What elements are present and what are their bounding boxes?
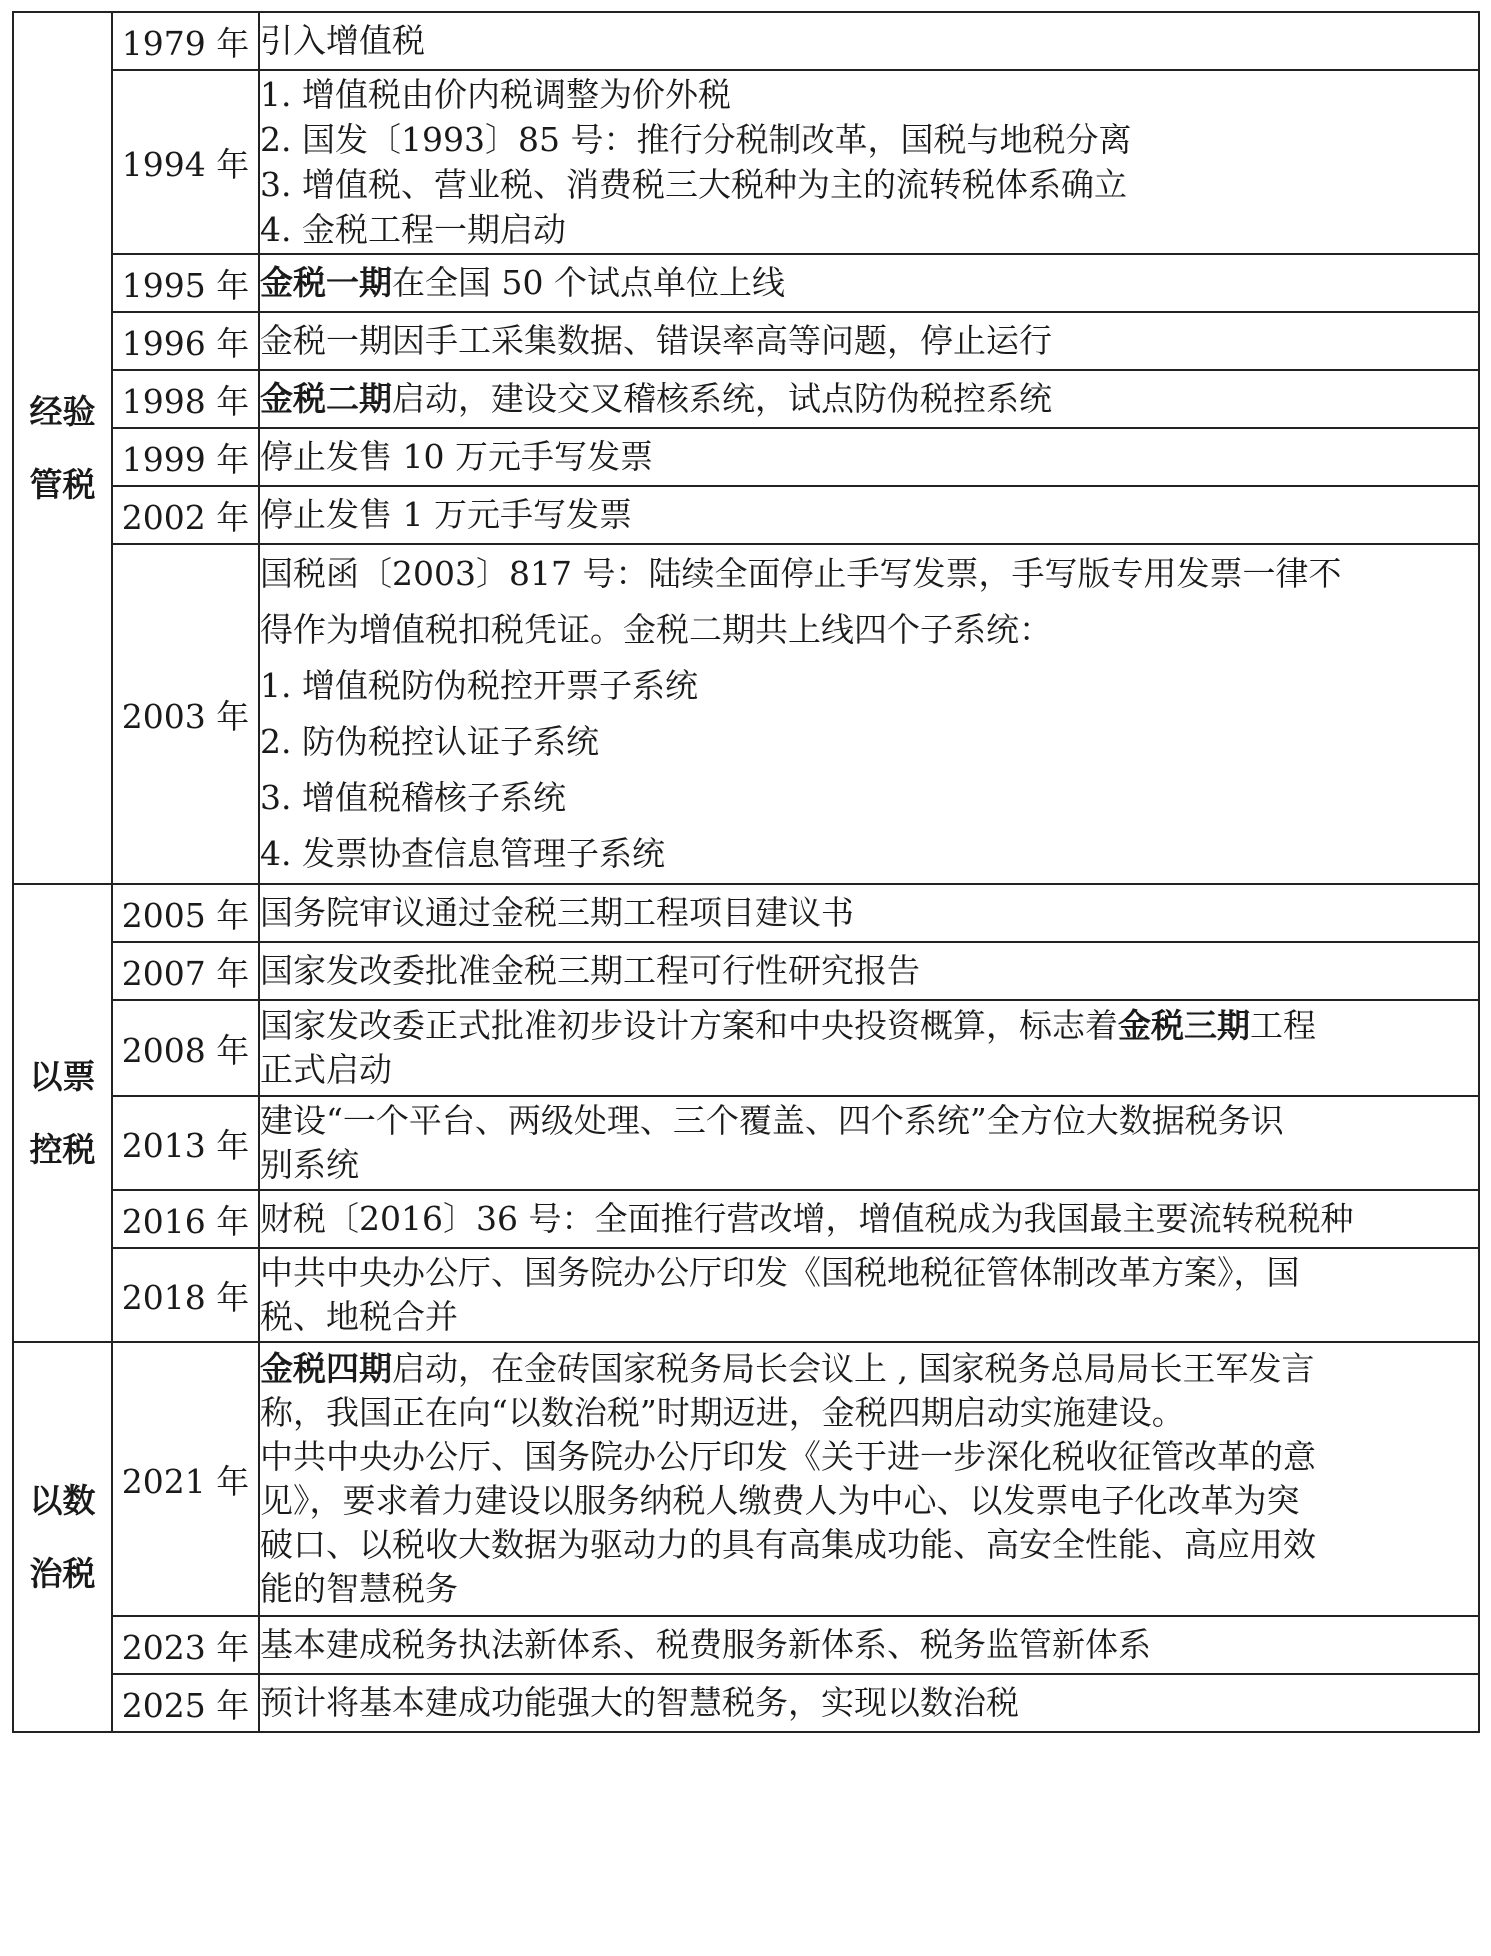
table-row — [13, 1000, 1479, 1096]
description-line: 停止发售 1 万元手写发票 — [260, 495, 632, 534]
table-row — [13, 1248, 1479, 1342]
description-line: 国家发改委批准金税三期工程可行性研究报告 — [260, 951, 920, 990]
year-cell: 1998 年 — [112, 370, 259, 428]
period-label: 治税 — [29, 1554, 96, 1593]
description-line: 破口、以税收大数据为驱动力的具有高集成功能、高安全性能、高应用效 — [260, 1525, 1316, 1564]
table-row — [13, 12, 1479, 70]
description-line: 金税一期因手工采集数据、错误率高等问题，停止运行 — [260, 321, 1052, 360]
description-line: 见》，要求着力建设以服务纳税人缴费人为中心、以发票电子化改革为突 — [260, 1481, 1300, 1520]
description-line: 税、地税合并 — [260, 1297, 458, 1336]
description-cell — [259, 1674, 1479, 1732]
year-cell: 1996 年 — [112, 312, 259, 370]
description-cell — [259, 1616, 1479, 1674]
year-cell: 2007 年 — [112, 942, 259, 1000]
description-line: 国务院审议通过金税三期工程项目建议书 — [260, 893, 854, 932]
description-line: 金税二期启动，建设交叉稽核系统，试点防伪税控系统 — [260, 379, 1052, 418]
description-cell — [259, 70, 1479, 254]
period-cell — [13, 884, 112, 1342]
description-line: 国家发改委正式批准初步设计方案和中央投资概算，标志着金税三期工程 — [260, 1006, 1316, 1045]
year-cell: 2013 年 — [112, 1096, 259, 1190]
period-label: 以票 — [29, 1057, 96, 1096]
period-cell — [13, 1342, 112, 1732]
description-line: 国税函〔2003〕817 号：陆续全面停止手写发票，手写版专用发票一律不 — [260, 554, 1342, 593]
table-row — [13, 254, 1479, 312]
description-cell — [259, 544, 1479, 884]
description-line: 4. 金税工程一期启动 — [260, 210, 566, 249]
description-line: 引入增值税 — [260, 21, 425, 60]
description-cell — [259, 428, 1479, 486]
table-row — [13, 1342, 1479, 1616]
description-line: 建设“一个平台、两级处理、三个覆盖、四个系统”全方位大数据税务识 — [260, 1101, 1284, 1140]
description-line: 金税一期在全国 50 个试点单位上线 — [260, 263, 785, 302]
year-cell: 1979 年 — [112, 12, 259, 70]
description-cell — [259, 1000, 1479, 1096]
description-line: 称，我国正在向“以数治税”时期迈进，金税四期启动实施建设。 — [260, 1393, 1185, 1432]
table-row — [13, 1674, 1479, 1732]
year-cell: 2002 年 — [112, 486, 259, 544]
description-line: 1. 增值税由价内税调整为价外税 — [260, 75, 731, 114]
table-row — [13, 942, 1479, 1000]
year-cell: 2021 年 — [112, 1342, 259, 1616]
tax-timeline-table — [12, 11, 1480, 1733]
description-line: 2. 防伪税控认证子系统 — [260, 722, 599, 761]
table-row — [13, 370, 1479, 428]
description-line: 预计将基本建成功能强大的智慧税务，实现以数治税 — [260, 1683, 1019, 1722]
description-line: 得作为增值税扣税凭证。金税二期共上线四个子系统： — [260, 610, 1052, 649]
description-line: 停止发售 10 万元手写发票 — [260, 437, 653, 476]
year-cell: 1995 年 — [112, 254, 259, 312]
description-cell — [259, 370, 1479, 428]
bold-term: 金税一期 — [260, 263, 392, 302]
description-cell — [259, 1096, 1479, 1190]
table-row — [13, 1096, 1479, 1190]
description-line: 3. 增值税、营业税、消费税三大税种为主的流转税体系确立 — [260, 165, 1127, 204]
table-row — [13, 486, 1479, 544]
description-line: 中共中央办公厅、国务院办公厅印发《国税地税征管体制改革方案》，国 — [260, 1253, 1300, 1292]
year-cell: 1999 年 — [112, 428, 259, 486]
table-row — [13, 428, 1479, 486]
description-cell — [259, 12, 1479, 70]
description-line: 基本建成税务执法新体系、税费服务新体系、税务监管新体系 — [260, 1625, 1151, 1664]
description-cell — [259, 486, 1479, 544]
description-line: 别系统 — [260, 1145, 359, 1184]
description-line: 4. 发票协查信息管理子系统 — [260, 834, 665, 873]
year-cell: 2025 年 — [112, 1674, 259, 1732]
table-row — [13, 1190, 1479, 1248]
table-row — [13, 312, 1479, 370]
description-cell — [259, 1190, 1479, 1248]
description-cell — [259, 254, 1479, 312]
bold-term: 金税四期 — [260, 1349, 392, 1388]
table-row — [13, 1616, 1479, 1674]
description-line: 财税〔2016〕36 号：全面推行营改增，增值税成为我国最主要流转税税种 — [260, 1199, 1354, 1238]
table-row — [13, 70, 1479, 254]
description-line: 金税四期启动，在金砖国家税务局长会议上 , 国家税务总局局长王军发言 — [260, 1349, 1315, 1388]
description-cell — [259, 1248, 1479, 1342]
description-cell — [259, 312, 1479, 370]
description-cell — [259, 942, 1479, 1000]
year-cell: 1994 年 — [112, 70, 259, 254]
year-cell: 2005 年 — [112, 884, 259, 942]
year-cell: 2008 年 — [112, 1000, 259, 1096]
year-cell: 2016 年 — [112, 1190, 259, 1248]
bold-term: 金税三期 — [1118, 1006, 1250, 1045]
bold-term: 金税二期 — [260, 379, 392, 418]
table-row — [13, 544, 1479, 884]
description-line: 3. 增值税稽核子系统 — [260, 778, 566, 817]
table-row — [13, 884, 1479, 942]
description-line: 2. 国发〔1993〕85 号：推行分税制改革，国税与地税分离 — [260, 120, 1132, 159]
period-cell — [13, 12, 112, 884]
description-line: 中共中央办公厅、国务院办公厅印发《关于进一步深化税收征管改革的意 — [260, 1437, 1316, 1476]
description-cell — [259, 1342, 1479, 1616]
year-cell: 2003 年 — [112, 544, 259, 884]
year-cell: 2018 年 — [112, 1248, 259, 1342]
year-cell: 2023 年 — [112, 1616, 259, 1674]
description-cell — [259, 884, 1479, 942]
period-label: 控税 — [29, 1130, 96, 1169]
period-label: 以数 — [29, 1481, 96, 1520]
description-line: 1. 增值税防伪税控开票子系统 — [260, 666, 698, 705]
period-label: 经验 — [29, 392, 96, 431]
period-label: 管税 — [29, 465, 96, 504]
description-line: 正式启动 — [260, 1050, 392, 1089]
description-line: 能的智慧税务 — [260, 1569, 458, 1608]
